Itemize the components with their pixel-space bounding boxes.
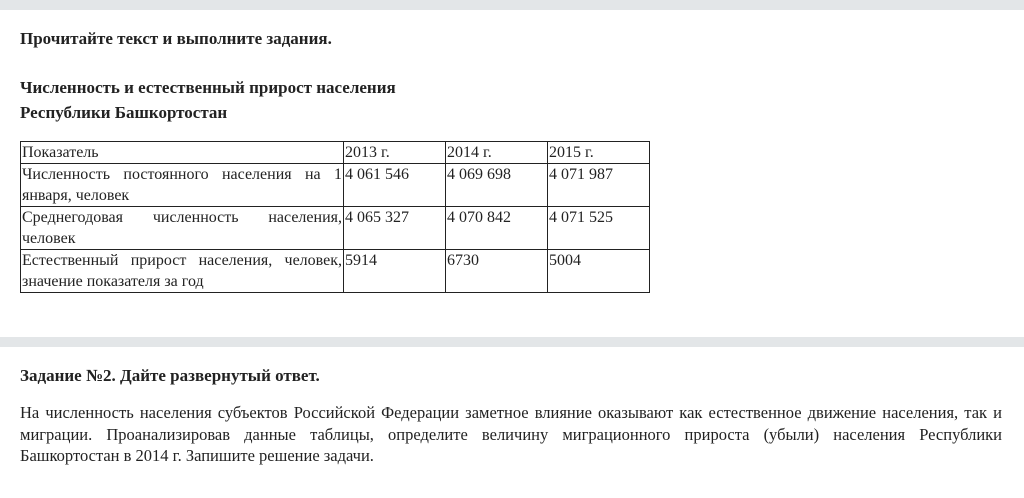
row-label-natural-growth: Естественный прирост населения, человек, значение показателя за год [21, 250, 344, 293]
row-label-average-population: Среднегодовая численность населения, человек [21, 207, 344, 250]
table-title-line-2: Республики Башкортостан [20, 103, 228, 122]
table-cell: 6730 [446, 250, 548, 293]
header-cell-indicator: Показатель [21, 142, 344, 164]
task-section [0, 347, 1024, 498]
header-cell-2013: 2013 г. [344, 142, 446, 164]
table-row [21, 164, 650, 207]
row-label-population: Численность постоянного населения на 1 января, человек [21, 164, 344, 207]
header-cell-2015: 2015 г. [548, 142, 650, 164]
table-title-line-1: Численность и естественный прирост населения [20, 78, 396, 97]
table-cell: 4 071 525 [548, 207, 650, 250]
table-title [20, 75, 396, 125]
header-cell-2014: 2014 г. [446, 142, 548, 164]
table-row [21, 250, 650, 293]
section-divider-bar [0, 337, 1024, 347]
table-cell: 4 069 698 [446, 164, 548, 207]
task-heading: Задание №2. Дайте развернутый ответ. [20, 366, 320, 385]
table-cell: 4 061 546 [344, 164, 446, 207]
table-cell: 5914 [344, 250, 446, 293]
table-cell: 4 071 987 [548, 164, 650, 207]
population-table [20, 141, 650, 293]
task-text: На численность населения субъектов Российской Федерации заметное влияние оказывают как естественное движение населения, так и миграции. Проанализировав данные таблицы, определите величину миграционного прироста (убыли) населения Республики Башкортостан в 2014 г. Запишите решение задачи. [20, 403, 1002, 465]
top-divider-bar [0, 0, 1024, 10]
table-row [21, 207, 650, 250]
instruction-heading: Прочитайте текст и выполните задания. [20, 29, 332, 48]
table-header-row [21, 142, 650, 164]
table-cell: 4 070 842 [446, 207, 548, 250]
table-cell: 4 065 327 [344, 207, 446, 250]
reading-section [0, 10, 1024, 337]
table-cell: 5004 [548, 250, 650, 293]
